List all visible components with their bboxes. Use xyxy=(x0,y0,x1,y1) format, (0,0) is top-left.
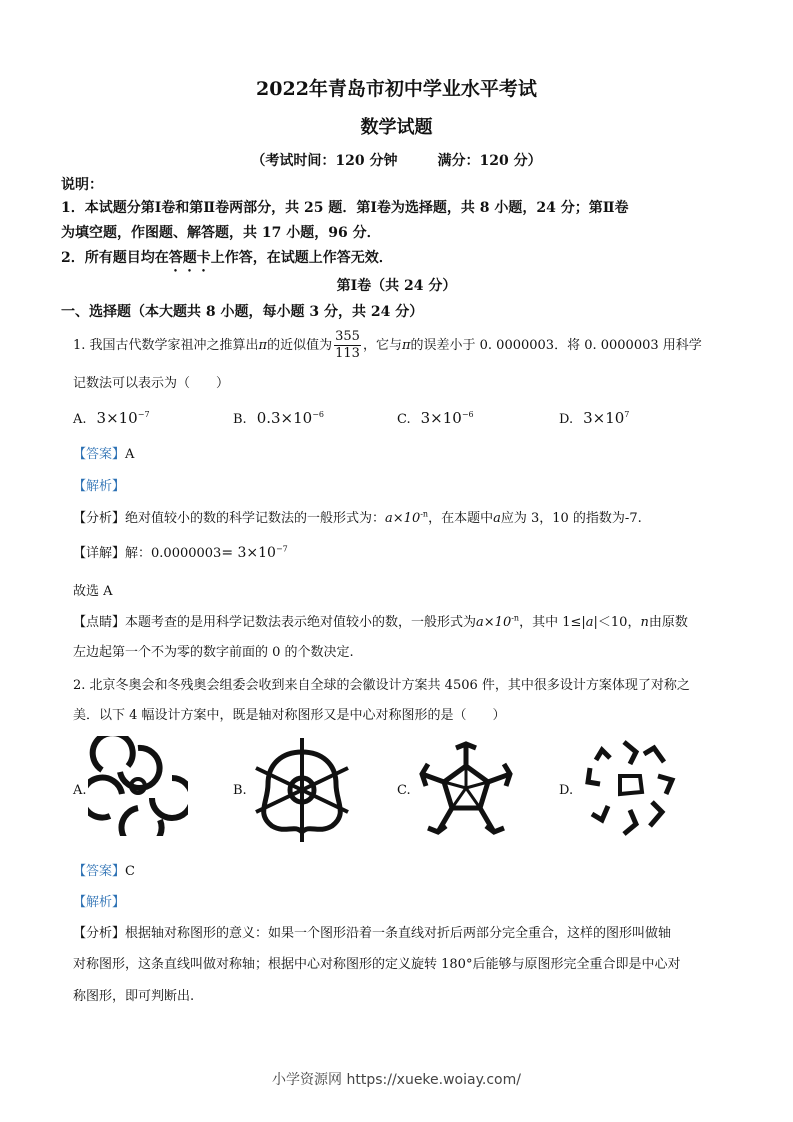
answer-value: A xyxy=(125,447,135,462)
fenxi-tag: 【分析】 xyxy=(73,926,126,941)
option-exponent: −6 xyxy=(461,410,474,419)
emblem-c-figure[interactable] xyxy=(416,740,516,840)
fig-label-b: B. xyxy=(233,783,247,798)
dianjing-n: n xyxy=(640,615,649,630)
dianjing-tag: 【点睛】 xyxy=(73,615,126,630)
q2-analysis-tag: 【解析】 xyxy=(73,895,126,910)
xiangjie-text: 解：0.0000003 xyxy=(125,546,222,561)
q1-option-b[interactable] xyxy=(233,409,324,427)
xiangjie-exponent: −7 xyxy=(275,544,288,554)
fenxi-expr: a×10 xyxy=(385,511,421,526)
subject-title: 数学试题 xyxy=(360,117,433,138)
option-label: C. xyxy=(397,412,411,427)
q1-answer xyxy=(73,443,134,462)
fenxi-text-c: 应为 3，10 的指数为-7. xyxy=(500,511,642,526)
fraction-numerator: 355 xyxy=(335,329,360,344)
emblem-d-figure[interactable] xyxy=(580,736,680,840)
answer-value: C xyxy=(125,864,135,879)
q1-option-d[interactable] xyxy=(559,409,629,427)
q1-guxuan: 故选 A xyxy=(73,584,113,599)
footer-watermark[interactable]: 小学资源网 https://xueke.woiay.com/ xyxy=(272,1072,521,1088)
option-label: D. xyxy=(559,412,574,427)
q1-text-d: 的误差小于 0. 0000003．将 0. 0000003 用科学 xyxy=(410,338,702,353)
q1-option-a[interactable] xyxy=(73,409,150,427)
option-label: A. xyxy=(73,412,87,427)
exam-meta xyxy=(0,150,793,170)
q1-xiangjie xyxy=(73,542,288,561)
fig-label-a: A. xyxy=(73,783,87,798)
pi-symbol: π xyxy=(258,338,268,353)
fenxi-exponent: -n xyxy=(420,509,429,519)
q1-option-c[interactable] xyxy=(397,409,474,427)
dianjing-text-c: |＜10， xyxy=(593,615,641,630)
fraction-denominator: 113 xyxy=(335,346,360,361)
instruction-2-post: 上作答，在试题上作答无效． xyxy=(210,250,393,266)
option-label: B. xyxy=(233,412,247,427)
fenxi-text-b: ，在本题中 xyxy=(428,511,494,526)
xiangjie-tag: 【详解】 xyxy=(73,546,126,561)
section-heading: 一、选择题（本大题共 8 小题，每小题 3 分，共 24 分） xyxy=(61,304,424,320)
fig-label-c: C. xyxy=(397,783,411,798)
q1-fenxi xyxy=(73,507,642,526)
instruction-2 xyxy=(61,247,393,275)
q2-fenxi-line-3: 称图形，即可判断出. xyxy=(73,989,195,1004)
answer-tag: 【答案】 xyxy=(73,447,126,462)
option-expr: 0.3×10 xyxy=(256,409,313,427)
xiangjie-eq: = 3×10 xyxy=(221,545,276,561)
q1-text-a: 1. 我国古代数学家祖冲之推算出 xyxy=(73,338,259,353)
option-exponent: 7 xyxy=(624,410,630,419)
option-expr: 3×10 xyxy=(420,409,462,427)
dianjing-text-d: 由原数 xyxy=(648,615,688,630)
dianjing-exponent: -n xyxy=(511,613,520,623)
dianjing-expr: a×10 xyxy=(476,615,512,630)
dianjing-var: a xyxy=(585,615,594,630)
fenxi-var: a xyxy=(493,511,501,526)
q1-text-c: ，它与 xyxy=(362,338,402,353)
q1-dianjing-line-1 xyxy=(73,611,688,630)
option-exponent: −7 xyxy=(137,410,150,419)
pi-symbol-2: π xyxy=(401,338,411,353)
q1-text-b: 的近似值为 xyxy=(267,338,333,353)
q1-dianjing-line-2: 左边起第一个不为零的数字前面的 0 的个数决定. xyxy=(73,645,354,660)
emblem-a-figure[interactable] xyxy=(88,736,188,836)
dianjing-text-a: 本题考查的是用科学记数法表示绝对值较小的数，一般形式为 xyxy=(125,615,477,630)
fenxi-text-a: 绝对值较小的数的科学记数法的一般形式为： xyxy=(125,511,386,526)
option-expr: 3×10 xyxy=(583,409,625,427)
q2-answer xyxy=(73,860,135,879)
instruction-1-line-2: 为填空题，作图题、解答题，共 17 小题，96 分． xyxy=(61,225,381,241)
exam-title: 2022年青岛市初中学业水平考试 xyxy=(256,78,537,100)
instructions-heading: 说明： xyxy=(61,177,103,193)
q2-line-2: 美．以下 4 幅设计方案中，既是轴对称图形又是中心对称图形的是（ ） xyxy=(73,708,506,723)
fenxi-text: 根据轴对称图形的意义：如果一个图形沿着一条直线对折后两部分完全重合，这样的图形叫做轴 xyxy=(125,926,672,941)
q2-line-1: 2. 北京冬奥会和冬残奥会组委会收到来自全球的会徽设计方案共 4506 件，其中很多设计方案体现了对称之 xyxy=(73,678,690,693)
q1-analysis-tag: 【解析】 xyxy=(73,479,126,494)
option-exponent: −6 xyxy=(312,410,324,419)
q1-line-2: 记数法可以表示为（ ） xyxy=(73,376,230,391)
instruction-2-dotted: 答题卡 xyxy=(168,250,211,266)
emblem-b-figure[interactable] xyxy=(252,734,352,842)
dianjing-text-b: ，其中 1≤| xyxy=(519,615,586,630)
q2-fenxi-line-2: 对称图形，这条直线叫做对称轴；根据中心对称图形的定义旋转 180°后能够与原图形完全重合即是中心对 xyxy=(73,957,681,972)
answer-tag: 【答案】 xyxy=(73,864,126,879)
q1-line-1 xyxy=(73,326,702,366)
exam-time: （考试时间：120 分钟 xyxy=(251,153,398,169)
fenxi-tag: 【分析】 xyxy=(73,511,126,526)
full-score: 满分：120 分） xyxy=(437,153,542,169)
fraction-355-113 xyxy=(334,329,361,362)
fig-label-d: D. xyxy=(559,783,574,798)
part-title: 第Ⅰ卷（共 24 分） xyxy=(336,278,457,294)
instruction-2-pre: 2．所有题目均在 xyxy=(61,250,169,266)
instruction-1-line-1: 1．本试题分第Ⅰ卷和第Ⅱ卷两部分，共 25 题．第Ⅰ卷为选择题，共 8 小题，24 分；第Ⅱ卷 xyxy=(61,200,629,216)
option-expr: 3×10 xyxy=(96,409,138,427)
q2-fenxi-line-1 xyxy=(73,922,671,941)
